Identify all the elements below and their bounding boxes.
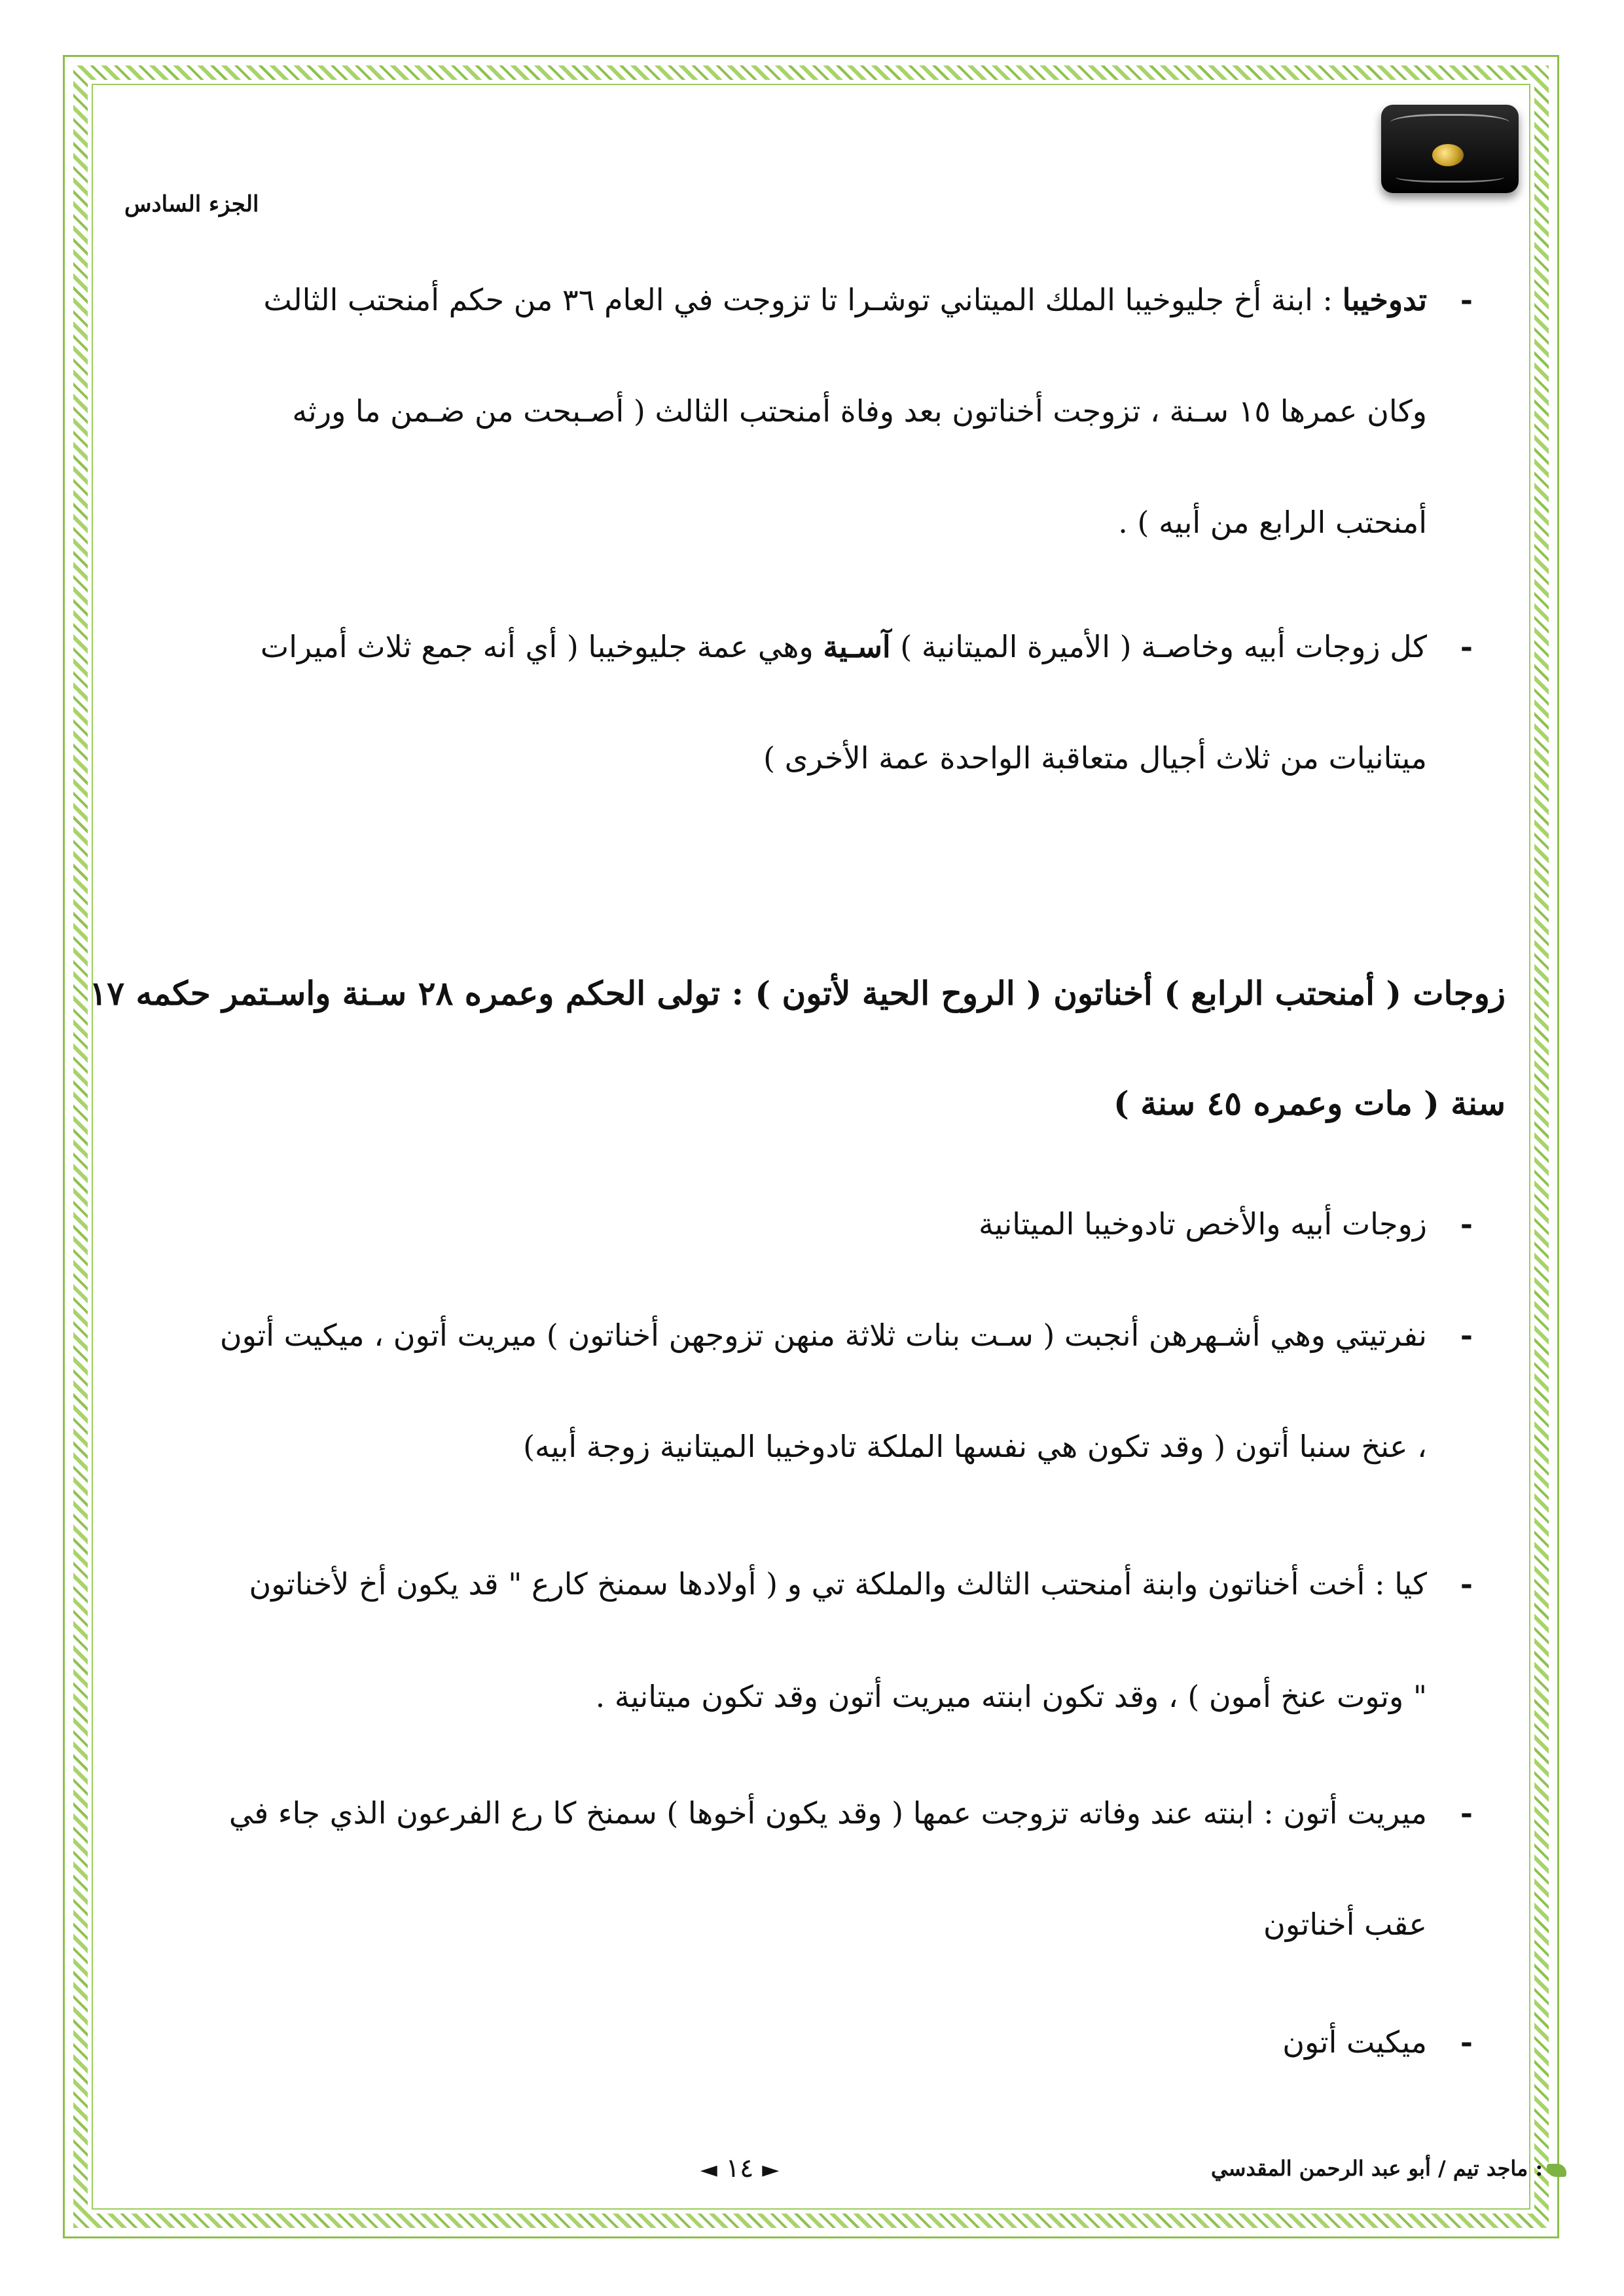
paragraph-line: أمنحتب الرابع من أبيه ) . [1118,505,1427,540]
list-item: نفرتيتي وهي أشـهرهن أنجبت ( سـت بنات ثلاثة منهن تزوجهن أخناتون ) ميريت أتون ، ميكيت أتون [219,1318,1427,1353]
term-bold: آسـية [823,629,891,664]
paragraph-line [118,627,1506,666]
term-bold: تدوخيبا [1342,282,1427,317]
pen-icon [1547,2164,1566,2177]
paragraph-line: وكان عمرها ١٥ سـنة ، تزوجت أخناتون بعد وفاة أمنحتب الثالث ( أصـبحت من ضـمن ما ورثه [292,393,1427,429]
author-name: : ماجد تيم / أبو عبد الرحمن المقدسي [1211,2156,1543,2181]
paragraph-line [118,280,1506,319]
logo-calligraphy-bottom [1396,169,1504,183]
line-text: : ابنة أخ جليوخيبا الملك الميتاني توشـرا تا تزوجت في العام ٣٦ من حكم أمنحتب الثالث [263,282,1343,317]
list-item-cont: عقب أخناتون [1263,1907,1427,1942]
bullet-marker: - [1460,1206,1473,1242]
prev-page-arrow-icon[interactable]: ◄ [700,2157,717,2183]
bullet-marker: - [1460,2024,1473,2060]
next-page-arrow-icon[interactable]: ► [762,2157,780,2183]
line-text: كل زوجات أبيه وخاصـة ( الأميرة الميتانية ) [890,629,1427,664]
section-heading: زوجات ( أمنحتب الرابع ) أخناتون ( الروح الحية لأتون ) : تولى الحكم وعمره ٢٨ سـنة واسـتمر حكمه ١٧ [89,974,1506,1013]
part-label: الجزء السادس [124,191,259,217]
bullet-marker: - [1460,629,1473,664]
bullet-marker: - [1460,1318,1473,1353]
line-text: وهي عمة جليوخيبا ( أي أنه جمع ثلاث أميرات [260,629,823,664]
list-item: ميريت أتون : ابنته عند وفاته تزوجت عمها ( وقد يكون أخوها ) سمنخ كا رع الفرعون الذي جاء في [228,1795,1427,1831]
bullet-marker: - [1460,1566,1473,1602]
paragraph-line: ميتانيات من ثلاث أجيال متعاقبة الواحدة عمة الأخرى ) [763,740,1427,776]
list-item-cont: " وتوت عنخ أمون ) ، وقد تكون ابنته ميريت أتون وقد تكون ميتانية . [595,1679,1427,1714]
list-item: كيا : أخت أخناتون وابنة أمنحتب الثالث والملكة تي و ( أولادها سمنخ كارع " قد يكون أخ لأخناتون [249,1566,1427,1602]
list-item-cont: ، عنخ سنبا أتون ( وقد تكون هي نفسها الملكة تادوخيبا الميتانية زوجة أبيه) [523,1429,1427,1464]
section-heading-cont: سنة ( مات وعمره ٤٥ سنة ) [1113,1084,1506,1122]
page-number-nav [661,2153,818,2183]
bullet-marker: - [1460,282,1473,317]
publisher-logo [1381,105,1519,193]
page-number: ١٤ [725,2153,754,2183]
logo-calligraphy-top [1390,114,1509,135]
footer-author [1211,2156,1566,2181]
list-item: ميكيت أتون [1282,2024,1427,2060]
list-item: زوجات أبيه والأخص تادوخيبا الميتانية [978,1206,1427,1242]
bullet-marker: - [1460,1795,1473,1831]
logo-gem-icon [1432,144,1464,166]
